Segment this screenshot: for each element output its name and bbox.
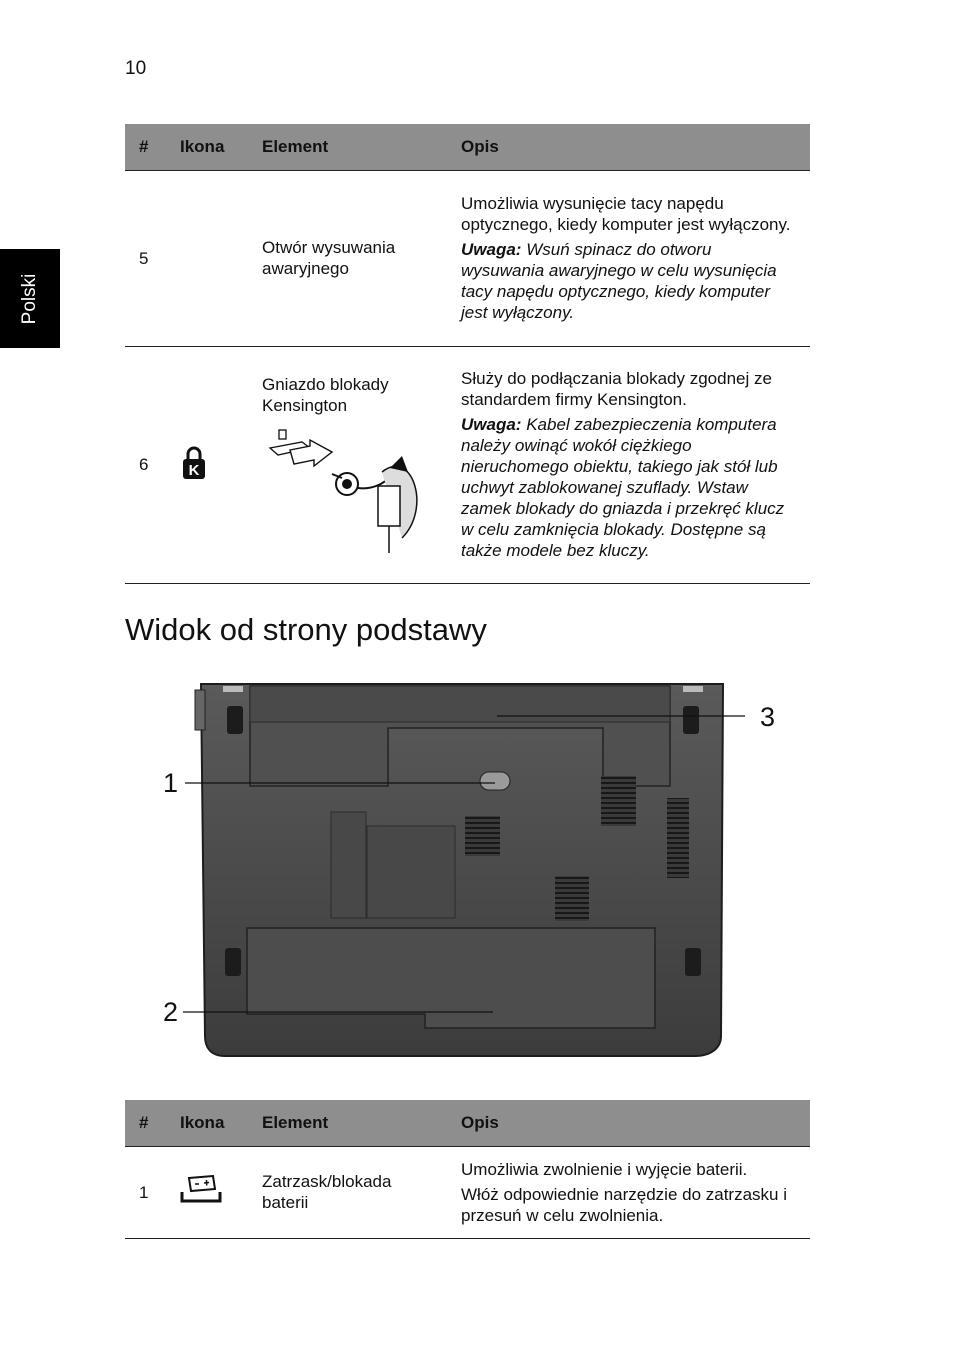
row-element: Zatrzask/blokada baterii xyxy=(248,1146,447,1238)
language-side-tab xyxy=(0,249,60,348)
table-row xyxy=(125,1146,810,1238)
base-components-table xyxy=(125,1100,810,1239)
note-label: Uwaga: xyxy=(461,240,522,259)
row-description xyxy=(447,1146,810,1238)
laptop-bottom-view-figure xyxy=(155,676,795,1066)
row-description xyxy=(447,346,810,583)
note-text: Wsuń spinacz do otworu wysuwania awaryjnego w celu wysunięcia tacy napędu optycznego, kiedy komputer jest wyłączony. xyxy=(461,240,777,322)
description-text-2: Włóż odpowiednie narzędzie do zatrzasku i przesuń w celu zwolnienia. xyxy=(461,1184,788,1225)
header-num: # xyxy=(125,1100,166,1146)
callout-1: 1 xyxy=(163,768,179,798)
table-header-row xyxy=(125,1100,810,1146)
callout-3: 3 xyxy=(760,702,776,732)
kensington-lock-illustration xyxy=(262,428,427,553)
note-text: Kabel zabezpieczenia komputera należy owinąć wokół ciężkiego nieruchomego obiektu, takiego jak stół lub uchwyt zablokowanej szuflady. Wstaw zamek blokady do gniazda i przekręć klucz w celu zamknięcia blokady. Dostępne są także modele bez kluczy. xyxy=(461,415,785,560)
row-num: 1 xyxy=(125,1146,166,1238)
callout-2: 2 xyxy=(163,997,179,1027)
description-text: Umożliwia wysunięcie tacy napędu optycznego, kiedy komputer jest wyłączony. xyxy=(461,194,791,234)
note-label: Uwaga: xyxy=(461,415,522,434)
section-title: Widok od strony podstawy xyxy=(125,612,487,647)
header-icon: Ikona xyxy=(166,124,248,170)
table-row xyxy=(125,170,810,346)
header-icon: Ikona xyxy=(166,1100,248,1146)
row-num: 5 xyxy=(125,170,166,346)
row-element: Gniazdo blokady Kensington xyxy=(262,374,389,415)
hdd-cover xyxy=(247,928,655,1028)
row-num: 6 xyxy=(125,346,166,583)
description-text: Umożliwia zwolnienie i wyjęcie baterii. xyxy=(461,1159,748,1179)
header-element: Element xyxy=(248,124,447,170)
battery-release-icon xyxy=(180,1175,222,1205)
description-text: Służy do podłączania blokady zgodnej ze standardem firmy Kensington. xyxy=(461,369,772,409)
table-header-row xyxy=(125,124,810,170)
ports-table xyxy=(125,124,810,584)
kensington-lock-icon xyxy=(180,444,208,480)
header-element: Element xyxy=(248,1100,447,1146)
page-number: 10 xyxy=(125,58,147,79)
header-num: # xyxy=(125,124,166,170)
row-element: Otwór wysuwania awaryjnego xyxy=(248,170,447,346)
row-element-cell xyxy=(248,346,447,583)
note xyxy=(461,239,796,323)
row-icon-cell xyxy=(166,1146,248,1238)
note xyxy=(461,414,796,561)
row-icon-cell xyxy=(166,346,248,583)
language-side-tab-label: Polski xyxy=(19,273,40,324)
header-description: Opis xyxy=(447,124,810,170)
memory-cover xyxy=(331,812,455,918)
svg-text:K: K xyxy=(188,462,200,479)
row-description xyxy=(447,170,810,346)
table-row xyxy=(125,346,810,583)
row-icon-cell xyxy=(166,170,248,346)
header-description: Opis xyxy=(447,1100,810,1146)
